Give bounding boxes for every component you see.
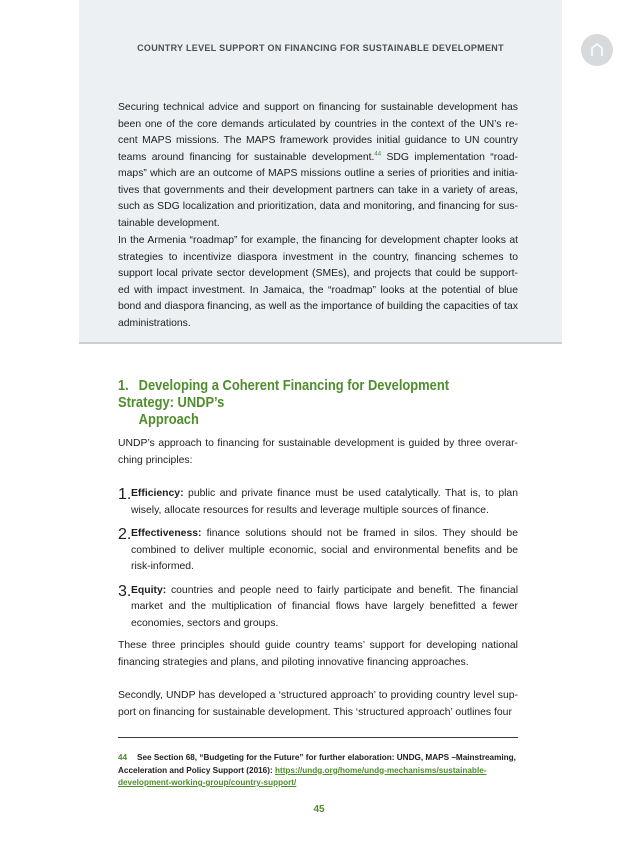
home-button[interactable] xyxy=(581,34,613,66)
footnote-ref-44[interactable]: 44 xyxy=(374,151,382,158)
home-icon xyxy=(590,43,604,57)
list-item: 1. Efficiency: public and private finance must be used catalytically. That is, to plan wisely, allocate resources for results and leverage multiple sources of finance. xyxy=(118,486,518,516)
section-intro: UNDP’s approach to financing for sustainable development is guided by three overar-ching principles: xyxy=(118,438,518,466)
principles-list xyxy=(118,486,518,632)
footnote-divider xyxy=(118,737,518,738)
structured-approach-paragraph: Secondly, UNDP has developed a ‘structured approach’ to providing country level sup-port on financing for sustainable development. This ‘structured approach’ outlines four xyxy=(118,690,518,718)
list-item: 2. Effectiveness: finance solutions should not be framed in silos. They should be combined to deliver multiple economic, social and environmental benefits and be risk-informed. xyxy=(118,526,518,572)
footnote-44: 44 See Section 68, “Budgeting for the Future” for further elaboration: UNDG, MAPS –Mainstreaming, Acceleration and Policy Support (2016): https://undg.org/home/undg-mechanisms/sustainable-development-working-group/country-support/ xyxy=(118,753,516,787)
sidebox-title: COUNTRY LEVEL SUPPORT ON FINANCING FOR SUSTAINABLE DEVELOPMENT xyxy=(137,43,504,53)
section-heading: 1. Developing a Coherent Financing for Development Strategy: UNDP’s Approach xyxy=(118,377,450,428)
list-item: 3. Equity: countries and people need to fairly participate and benefit. The financial market and the multiplication of financial flows have largely benefitted a fewer economies, sectors and groups. xyxy=(118,582,518,629)
footnote-link[interactable]: https://undg.org/home/undg-mechanisms/sustainable-development-working-group/country-support/ xyxy=(118,765,487,787)
page-number: 45 xyxy=(313,804,325,815)
sidebox-paragraph-2: In the Armenia “roadmap” for example, the financing for development chapter looks at strategies to incentivize diaspora investment in the country, financing schemes to support local private sector development (SMEs), and projects that could be support-ed with impact investment. In Jamaica, the “roadmap” looks at the potential of blue bond and diaspora financing, as well as the importance of building the capacities of tax administrations. xyxy=(118,235,518,329)
sidebox-paragraph-1: Securing technical advice and support on financing for sustainable development has been one of the core demands articulated by countries in the context of the UN’s re-cent MAPS missions. The MAPS framework provides initial guidance to UN country teams around financing for sustainable development.$^{44}$ SDG implementation “road-maps” which are an outcome of MAPS missions outline a series of priorities and initia-tives that governments and their development partners can take in a variety of areas, such as SDG localization and prioritization, data and monitoring, and financing for sus-tainable development. xyxy=(118,102,518,229)
principles-guidance-paragraph: These three principles should guide country teams’ support for developing national financing strategies and plans, and piloting innovative financing approaches. xyxy=(118,640,518,668)
